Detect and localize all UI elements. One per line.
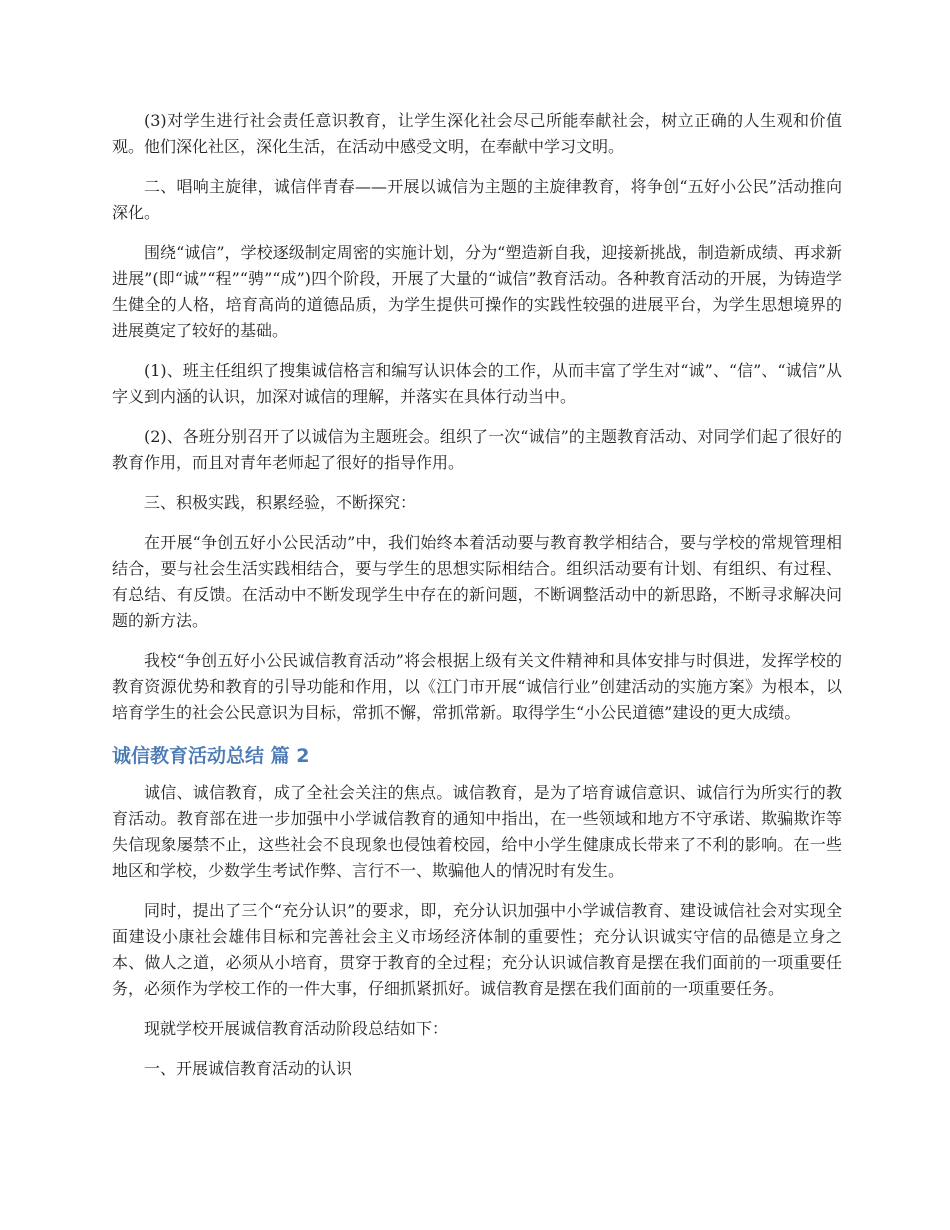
paragraph-summary-intro: 现就学校开展诚信教育活动阶段总结如下： [144,1019,449,1038]
paragraph-three-recognitions: 同时，提出了三个“充分认识”的要求，即，充分认识加强中小学诚信教育、建设诚信社会对实现全面建设小康社会雄伟目标和完善社会主义市场经济体制的重要性；充分认识诚实守信的品德是立身之本、做人之道，必须从小培育，贯穿于教育的全过程；充分认识诚信教育是摆在我们面前的一项重要任务，必须作为学校工作的一件大事，仔细抓紧抓好。诚信教育是摆在我们面前的一项重要任务。 [112,901,842,998]
paragraph-item-2: (2)、各班分别召开了以诚信为主题班会。组织了一次“诚信”的主题教育活动、对同学们起了很好的教育作用，而且对青年老师起了很好的指导作用。 [112,427,842,472]
section-heading: 诚信教育活动总结 篇 2 [112,745,310,767]
paragraph-first-point: 一、开展诚信教育活动的认识 [144,1059,353,1078]
paragraph-school-plan: 我校“争创五好小公民诚信教育活动”将会根据上级有关文件精神和具体安排与时俱进，发挥学校的教育资源优势和教育的引导功能和作用，以《江门市开展“诚信行业”创建活动的实施方案》为根本，以培育学生的社会公民意识为目标，常抓不懈，常抓常新。取得学生“小公民道德”建设的更大成绩。 [112,651,842,722]
paragraph-implementation-plan: 围绕“诚信”，学校逐级制定周密的实施计划，分为“塑造新自我，迎接新挑战，制造新成绩、再求新进展”(即“诚”“程”“骋”“成”)四个阶段，开展了大量的“诚信”教育活动。各种教育活动的开展，为铸造学生健全的人格，培育高尚的道德品质，为学生提供可操作的实践性较强的进展平台，为学生思想境界的进展奠定了较好的基础。 [112,243,842,340]
paragraph-item-1: (1)、班主任组织了搜集诚信格言和编写认识体会的工作，从而丰富了学生对“诚”、“信”、“诚信”从字义到内涵的认识，加深对诚信的理解，并落实在具体行动当中。 [112,361,842,406]
paragraph-practice-heading: 三、积极实践，积累经验，不断探究： [144,493,417,512]
paragraph-main-theme: 二、唱响主旋律，诚信伴青春——开展以诚信为主题的主旋律教育，将争创“五好小公民”活动推向深化。 [112,177,842,222]
paragraph-practice-detail: 在开展“争创五好小公民活动”中，我们始终本着活动要与教育教学相结合，要与学校的常规管理相结合，要与社会生活实践相结合，要与学生的思想实际相结合。组织活动要有计划、有组织、有过程、有总结、有反馈。在活动中不断发现学生中存在的新问题，不断调整活动中的新思路，不断寻求解决问题的新方法。 [112,533,842,630]
paragraph-social-responsibility: (3)对学生进行社会责任意识教育，让学生深化社会尽己所能奉献社会，树立正确的人生观和价值观。他们深化社区，深化生活，在活动中感受文明，在奉献中学习文明。 [112,111,842,156]
paragraph-integrity-focus: 诚信、诚信教育，成了全社会关注的焦点。诚信教育，是为了培育诚信意识、诚信行为所实行的教育活动。教育部在进一步加强中小学诚信教育的通知中指出，在一些领域和地方不守承诺、欺骗欺诈等失信现象屡禁不止，这些社会不良现象也侵蚀着校园，给中小学生健康成长带来了不利的影响。在一些地区和学校，少数学生考试作弊、言行不一、欺骗他人的情况时有发生。 [112,783,842,880]
